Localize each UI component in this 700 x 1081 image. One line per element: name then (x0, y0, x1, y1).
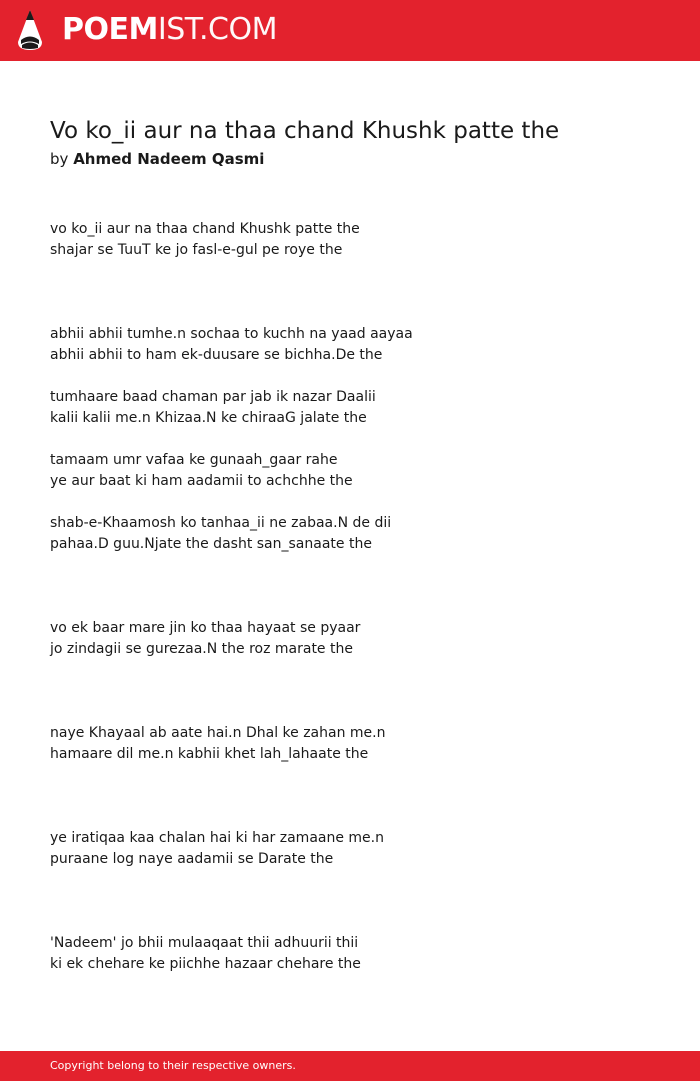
poem-line: ki ek chehare ke piichhe hazaar chehare the (50, 956, 361, 972)
stanza-2 (50, 324, 413, 366)
poem-line: shajar se TuuT ke jo fasl-e-gul pe roye the (50, 242, 343, 258)
byline (50, 149, 264, 169)
site-header (0, 0, 700, 61)
poem-line: hamaare dil me.n kabhii khet lah_lahaate the (50, 746, 369, 762)
poem-line: pahaa.D guu.Njate the dasht san_sanaate the (50, 536, 372, 552)
stanza-9 (50, 933, 361, 975)
logo-text-bold: POEM (62, 12, 158, 47)
author-name[interactable]: Ahmed Nadeem Qasmi (73, 150, 265, 168)
poem-line: naye Khayaal ab aate hai.n Dhal ke zahan me.n (50, 725, 386, 741)
stanza-6 (50, 618, 360, 660)
by-label: by (50, 150, 69, 168)
site-footer (0, 1051, 700, 1081)
poem-line: shab-e-Khaamosh ko tanhaa_ii ne zabaa.N de dii (50, 515, 392, 531)
poem-line: kalii kalii me.n Khizaa.N ke chiraaG jalate the (50, 410, 367, 426)
poem-line: ye aur baat ki ham aadamii to achchhe the (50, 473, 353, 489)
stanza-5 (50, 513, 391, 555)
logo-text-light: IST.COM (157, 12, 277, 47)
stanza-4 (50, 450, 353, 492)
stanza-1 (50, 219, 360, 261)
poem-title: Vo ko_ii aur na thaa chand Khushk patte the (50, 118, 560, 144)
poem-line: tumhaare baad chaman par jab ik nazar Daalii (50, 389, 376, 405)
stanza-8 (50, 828, 384, 870)
poem-line: puraane log naye aadamii se Darate the (50, 851, 334, 867)
poem-line: abhii abhii tumhe.n sochaa to kuchh na yaad aayaa (50, 326, 413, 342)
poem-line: vo ek baar mare jin ko thaa hayaat se pyaar (50, 620, 361, 636)
poem-line: jo zindagii se gurezaa.N the roz marate the (50, 641, 353, 657)
poem-line: 'Nadeem' jo bhii mulaaqaat thii adhuurii thii (50, 935, 359, 951)
poem-line: vo ko_ii aur na thaa chand Khushk patte the (50, 221, 360, 237)
poem-line: tamaam umr vafaa ke gunaah_gaar rahe (50, 452, 338, 468)
stanza-7 (50, 723, 385, 765)
poem-line: ye iratiqaa kaa chalan hai ki har zamaane me.n (50, 830, 384, 846)
pencil-tip-icon (17, 9, 43, 51)
stanza-3 (50, 387, 376, 429)
poem-line: abhii abhii to ham ek-duusare se bichha.De the (50, 347, 383, 363)
site-logo[interactable] (62, 12, 277, 48)
copyright-notice: Copyright belong to their respective owners. (50, 1059, 296, 1072)
